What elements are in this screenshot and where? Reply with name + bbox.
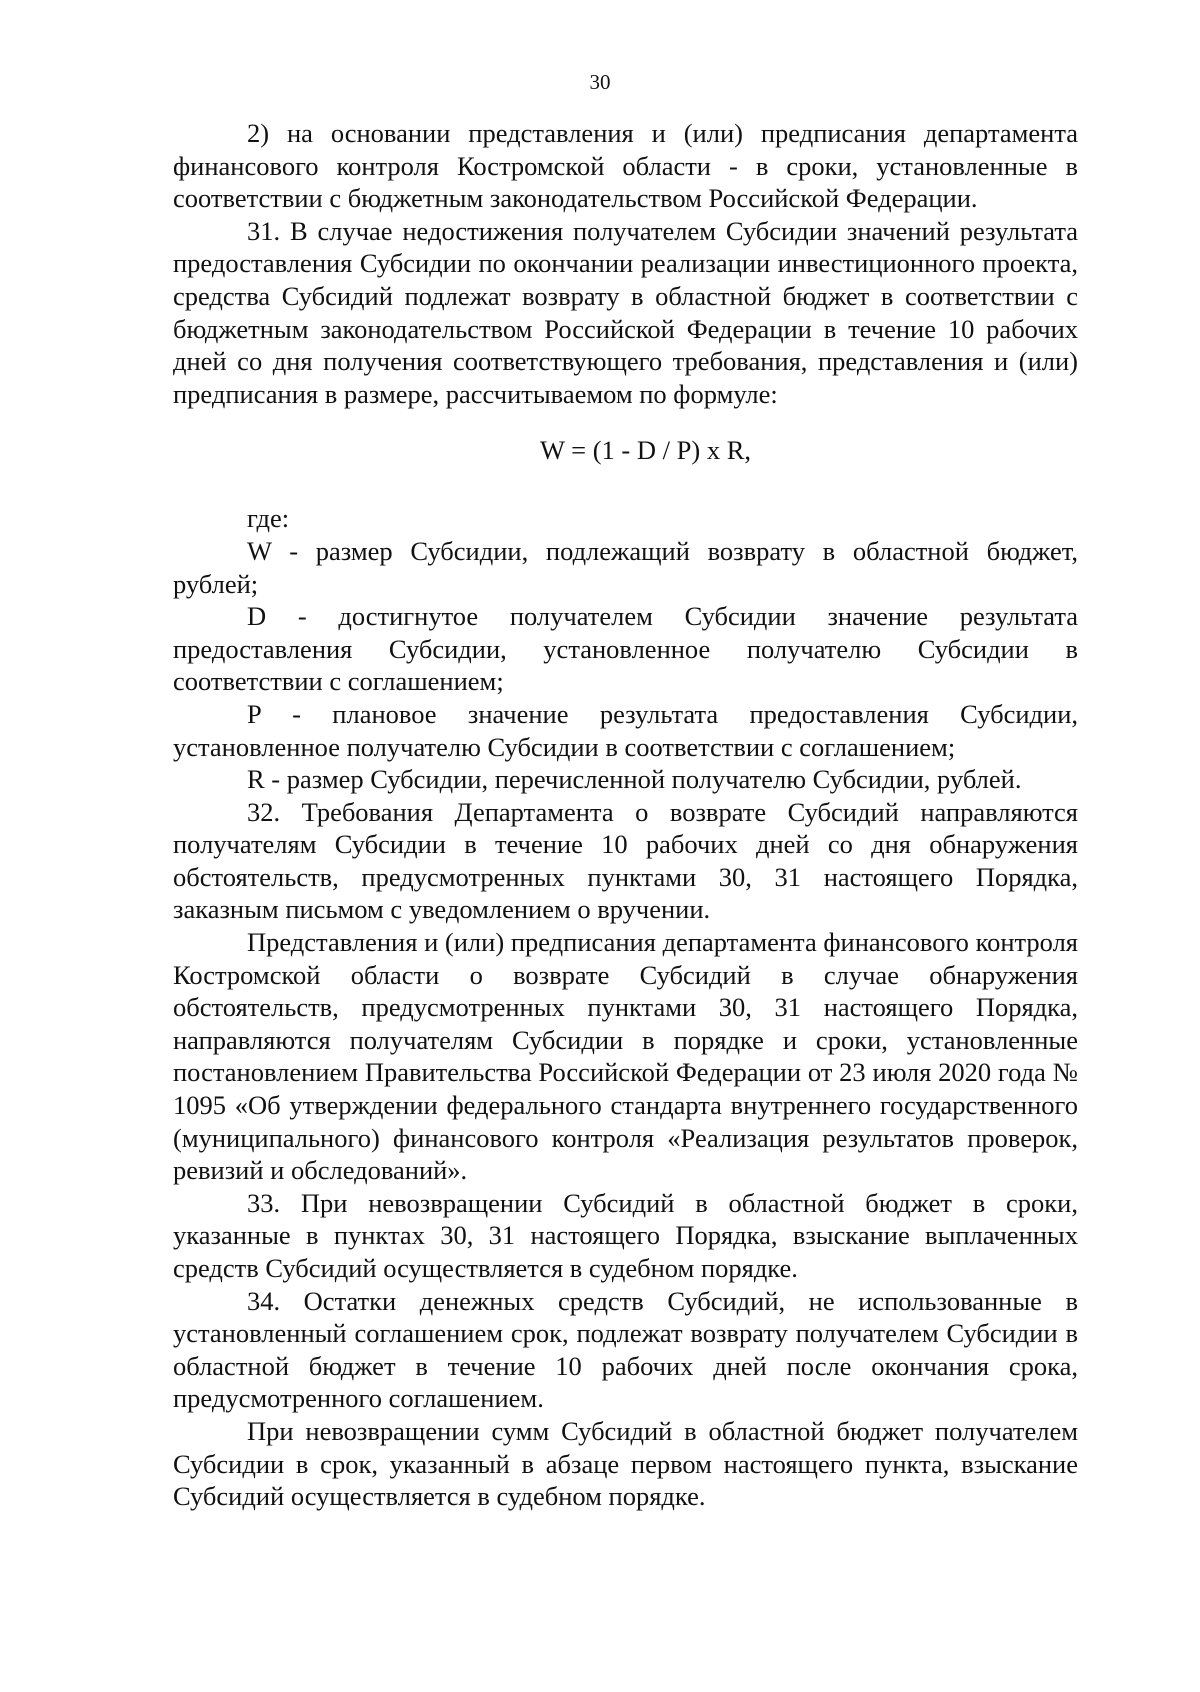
definition-d: D - достигнутое получателем Субсидии значение результата предоставления Субсидии, установленное получателю Субсидии в соответствии с соглашением; — [173, 601, 1078, 697]
formula: W = (1 - D / P) x R, — [540, 435, 751, 466]
page-number: 30 — [589, 70, 611, 94]
paragraph-clause-32: 32. Требования Департамента о возврате Субсидий направляются получателям Субсидии в течение 10 рабочих дней со дня обнаружения обстоятельств, предусмотренных пунктами 30, 31 настоящего Порядка, заказным письмом с уведомлением о вручении. — [173, 796, 1078, 925]
paragraph-clause-32-representations: Представления и (или) предписания департамента финансового контроля Костромской области о возврате Субсидий в случае обнаружения обстоятельств, предусмотренных пунктами 30, 31 настоящего Порядка, направляются получателям Субсидии в порядке и сроки, установленные постановлением Правительства Российской Федерации от 23 июля 2020 года № 1095 «Об утверждении федерального стандарта внутреннего государственного (муниципального) финансового контроля «Реализация результатов проверок, ревизий и обследований». — [173, 927, 1078, 1186]
paragraph-clause-33: 33. При невозвращении Субсидий в областной бюджет в сроки, указанные в пунктах 30, 31 настоящего Порядка, взыскание выплаченных средств Субсидий осуществляется в судебном порядке. — [173, 1187, 1078, 1283]
formula-where-label: где: — [247, 503, 290, 534]
paragraph-clause-2: 2) на основании представления и (или) предписания департамента финансового контроля Костромской области - в сроки, установленные в соответствии с бюджетным законодательством Российской Федерации. — [173, 118, 1078, 214]
definition-p: P - плановое значение результата предоставления Субсидии, установленное получателю Субсидии в соответствии с соглашением; — [173, 698, 1078, 762]
definition-r: R - размер Субсидии, перечисленной получателю Субсидии, рублей. — [247, 764, 1022, 795]
paragraph-clause-31: 31. В случае недостижения получателем Субсидии значений результата предоставления Субсидии по окончании реализации инвестиционного проекта, средства Субсидий подлежат возврату в областной бюджет в соответствии с бюджетным законодательством Российской Федерации в течение 10 рабочих дней со дня получения соответствующего требования, представления и (или) предписания в размере, рассчитываемом по формуле: — [173, 215, 1078, 409]
paragraph-clause-34: 34. Остатки денежных средств Субсидий, не использованные в установленный соглашением срок, подлежат возврату получателем Субсидии в областной бюджет в течение 10 рабочих дней после окончания срока, предусмотренного соглашением. — [173, 1285, 1078, 1414]
paragraph-clause-34-nonreturn: При невозвращении сумм Субсидий в областной бюджет получателем Субсидии в срок, указанный в абзаце первом настоящего пункта, взыскание Субсидий осуществляется в судебном порядке. — [173, 1415, 1078, 1512]
definition-w: W - размер Субсидии, подлежащий возврату в областной бюджет, рублей; — [173, 535, 1078, 599]
document-body — [173, 117, 1078, 1513]
